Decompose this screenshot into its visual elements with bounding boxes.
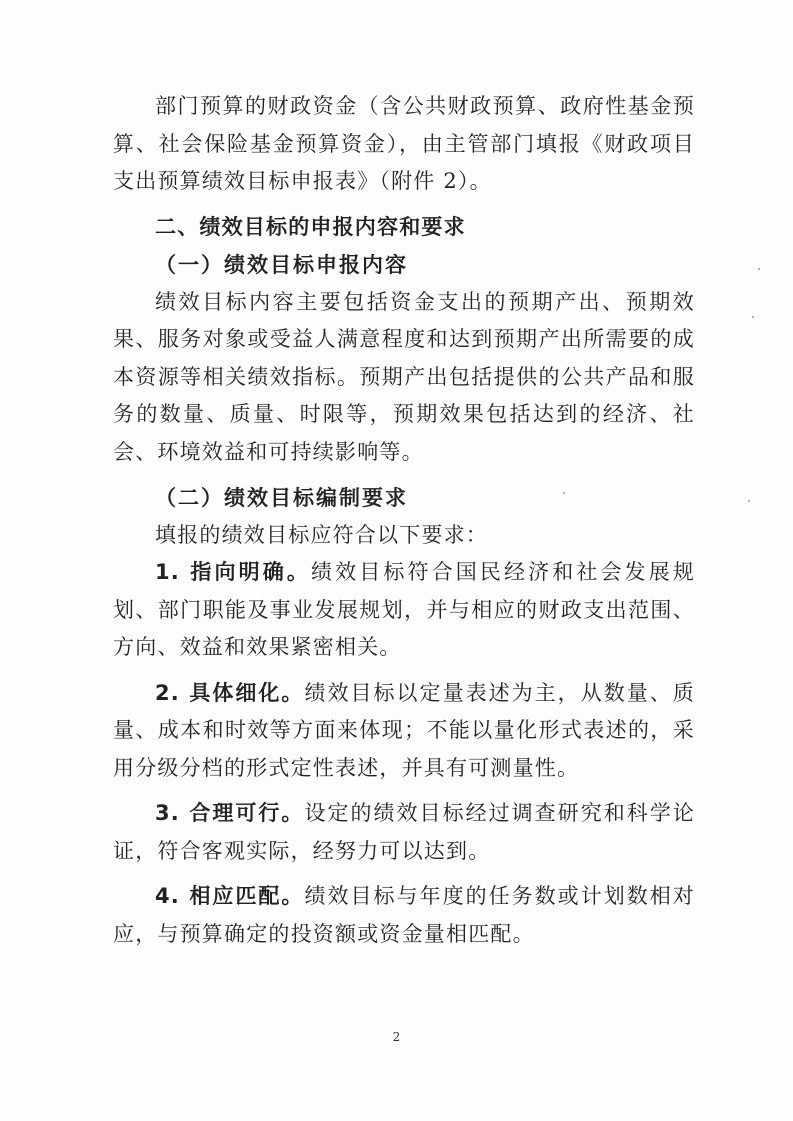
requirement-item-1 — [113, 554, 695, 667]
subsection-one-title: （一）绩效目标申报内容 — [155, 252, 408, 277]
requirement-text-4: 绩效目标与年度的任务数或计划数相对应，与预算确定的投资额或资金量相匹配。 — [113, 884, 695, 946]
scan-speck — [752, 316, 754, 318]
requirement-item-4 — [113, 878, 695, 953]
scan-speck — [748, 500, 750, 502]
subsection-two-title: （二）绩效目标编制要求 — [155, 485, 408, 510]
subsection-one-body: 绩效目标内容主要包括资金支出的预期产出、预期效果、服务对象或受益人满意程度和达到预期产出所需要的成本资源等相关绩效指标。预期产出包括提供的公共产品和服务的数量、质量、时限等，预期效果包括达到的经济、社会、环境效益和可持续影响等。 — [113, 289, 695, 464]
document-body — [113, 88, 695, 953]
subsection-two-lead: 填报的绩效目标应符合以下要求： — [155, 522, 488, 547]
requirement-item-3 — [113, 795, 695, 870]
requirement-title-4: 4. 相应匹配。 — [155, 884, 305, 908]
intro-paragraph: 部门预算的财政资金（含公共财政预算、政府性基金预算、社会保险基金预算资金），由主管部门填报《财政项目支出预算绩效目标申报表》（附件 2）。 — [113, 94, 695, 193]
requirement-item-2 — [113, 675, 695, 788]
requirement-title-2: 2. 具体细化。 — [155, 680, 305, 705]
requirement-text-2: 绩效目标以定量表述为主，从数量、质量、成本和时效等方面来体现；不能以量化形式表述的，采用分级分档的形式定性表述，并具有可测量性。 — [113, 680, 695, 780]
page-number: 2 — [392, 1030, 401, 1044]
requirement-text-3: 设定的绩效目标经过调查研究和科学论证，符合客观实际，经努力可以达到。 — [113, 801, 695, 863]
requirement-text-1: 绩效目标符合国民经济和社会发展规划、部门职能及事业发展规划，并与相应的财政支出范围、方向、效益和效果紧密相关。 — [113, 560, 695, 659]
scan-speck — [563, 492, 565, 494]
requirement-title-3: 3. 合理可行。 — [155, 801, 305, 825]
scan-speck — [758, 268, 760, 270]
section-two-heading: 二、绩效目标的申报内容和要求 — [155, 214, 466, 239]
requirement-title-1: 1. 指向明确。 — [155, 560, 312, 584]
